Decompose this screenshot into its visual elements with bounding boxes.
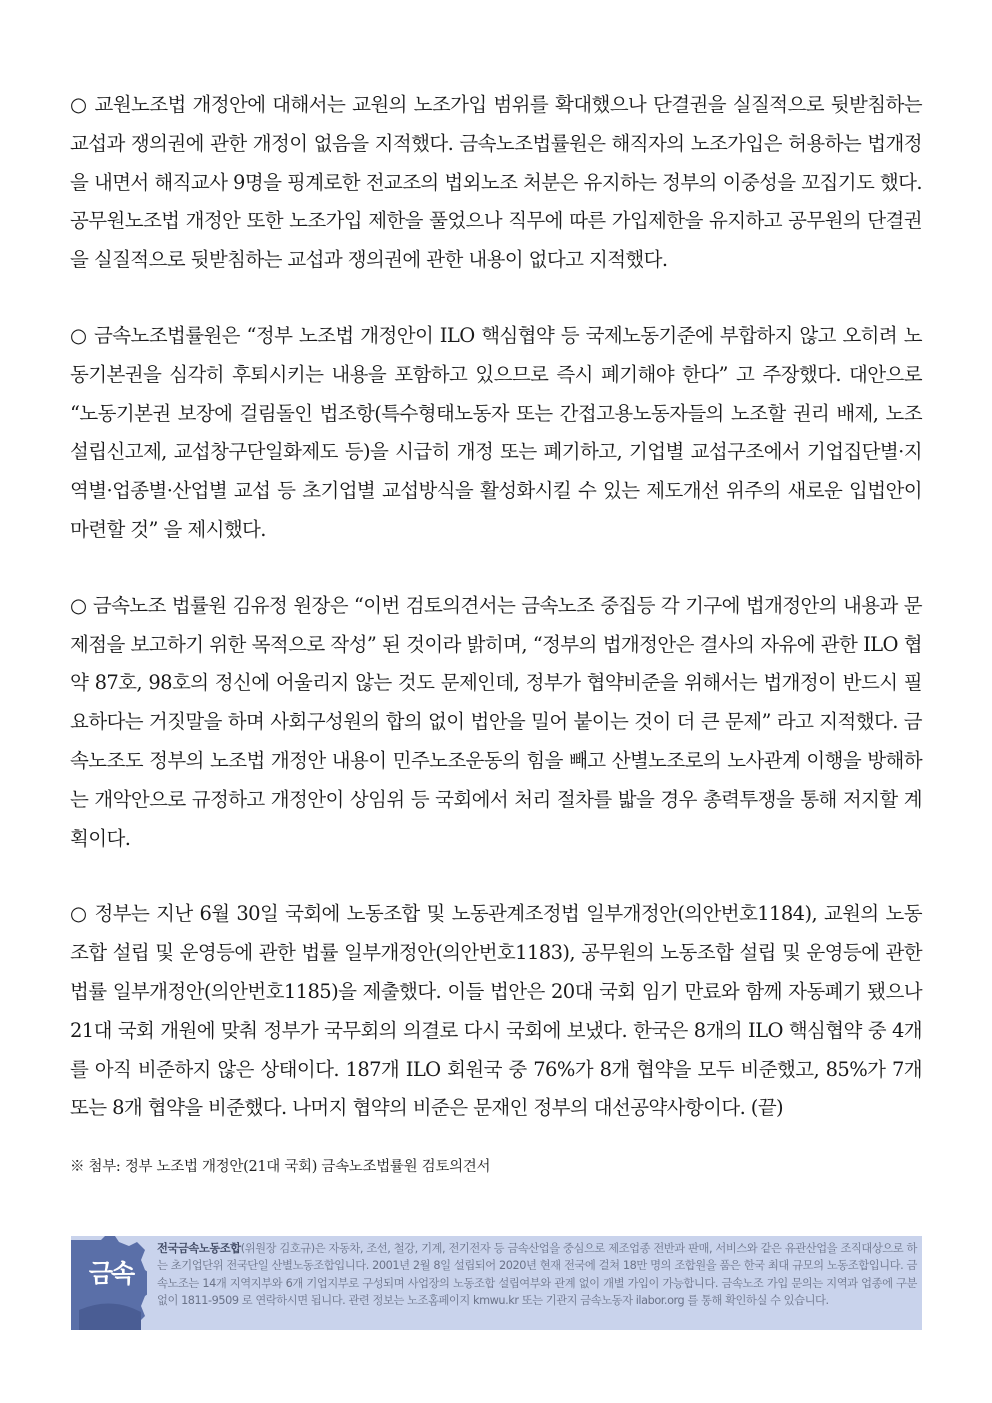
union-description <box>157 1240 917 1310</box>
paragraph-legal-center-position: ○ 금속노조법률원은 “정부 노조법 개정안이 ILO 핵심협약 등 국제노동기준에 부합하지 않고 오히려 노동기본권을 심각히 후퇴시키는 내용을 포함하고 있으므로 즉시 폐기해야 한다” 고 주장했다. 대안으로 “노동기본권 보장에 걸림돌인 법조항(특수형태노동자 또는 간접고용노동자들의 노조할 권리 배제, 노조설립신고제, 교섭창구단일화제도 등)을 시급히 개정 또는 폐기하고, 기업별 교섭구조에서 기업집단별·지역별·업종별·산업별 교섭 등 초기업별 교섭방식을 활성화시킬 수 있는 제도개선 위주의 새로운 입법안이 마련할 것” 을 제시했다. <box>70 323 922 541</box>
union-info-box <box>71 1236 922 1330</box>
union-logo <box>71 1236 147 1330</box>
union-description-text: (위원장 김호규)은 자동차, 조선, 철강, 기계, 전기전자 등 금속산업을 중심으로 제조업종 전반과 판매, 서비스와 같은 유관산업을 조직대상으로 하는 초기업단위 전국단일 산별노동조합입니다. 2001년 2월 8일 설립되어 2020년 현재 전국에 걸쳐 18만 명의 조합원을 품은 한국 최대 규모의 노동조합입니다. 금속노조는 14개 지역지부와 6개 기업지부로 구성되며 사업장의 노동조합 설립여부와 관계 없이 개별 가입이 가능합니다. 금속노조 가입 문의는 지역과 업종에 구분 없이 1811-9509 로 연락하시면 됩니다. 관련 정보는 노조홈페이지 kmwu.kr 또는 기관지 금속노동자 ilabor.org 를 통해 확인하실 수 있습니다. <box>157 1242 917 1308</box>
paragraph-teachers-union: ○ 교원노조법 개정안에 대해서는 교원의 노조가입 범위를 확대했으나 단결권을 실질적으로 뒷받침하는 교섭과 쟁의권에 관한 개정이 없음을 지적했다. 금속노조법률원은 해직자의 노조가입은 허용하는 법개정을 내면서 해직교사 9명을 핑계로한 전교조의 법외노조 처분은 유지하는 정부의 이중성을 꼬집기도 했다. 공무원노조법 개정안 또한 노조가입 제한을 풀었으나 직무에 따른 가입제한을 유지하고 공무원의 단결권을 실질적으로 뒷받침하는 교섭과 쟁의권에 관한 내용이 없다고 지적했다. <box>70 93 922 272</box>
attachment-note: ※ 첨부: 정부 노조법 개정안(21대 국회) 금속노조법률원 검토의견서 <box>70 1159 491 1176</box>
logo-text: 금속 <box>88 1259 134 1288</box>
union-name: 전국금속노동조합 <box>157 1242 241 1255</box>
paragraph-director-statement: ○ 금속노조 법률원 김유정 원장은 “이번 검토의견서는 금속노조 중집등 각 기구에 법개정안의 내용과 문제점을 보고하기 위한 목적으로 작성” 된 것이라 밝히며, “정부의 법개정안은 결사의 자유에 관한 ILO 협약 87호, 98호의 정신에 어울리지 않는 것도 문제인데, 정부가 협약비준을 위해서는 법개정이 반드시 필요하다는 거짓말을 하며 사회구성원의 합의 없이 법안을 밀어 붙이는 것이 더 큰 문제” 라고 지적했다. 금속노조도 정부의 노조법 개정안 내용이 민주노조운동의 힘을 빼고 산별노조로의 노사관계 이행을 방해하는 개악안으로 규정하고 개정안이 상임위 등 국회에서 처리 절차를 밟을 경우 총력투쟁을 통해 저지할 계획이다. <box>70 593 922 850</box>
document-body <box>70 86 922 1176</box>
paragraph-government-bills: ○ 정부는 지난 6월 30일 국회에 노동조합 및 노동관계조정법 일부개정안(의안번호1184), 교원의 노동조합 설립 및 운영등에 관한 법률 일부개정안(의안번호1183), 공무원의 노동조합 설립 및 운영등에 관한 법률 일부개정안(의안번호1185)을 제출했다. 이들 법안은 20대 국회 임기 만료와 함께 자동폐기 됐으나 21대 국회 개원에 맞춰 정부가 국무회의 의결로 다시 국회에 보냈다. 한국은 8개의 ILO 핵심협약 중 4개를 아직 비준하지 않은 상태이다. 187개 ILO 회원국 중 76%가 8개 협약을 모두 비준했고, 85%가 7개 또는 8개 협약을 비준했다. 나머지 협약의 비준은 문재인 정부의 대선공약사항이다. (끝) <box>70 902 922 1120</box>
